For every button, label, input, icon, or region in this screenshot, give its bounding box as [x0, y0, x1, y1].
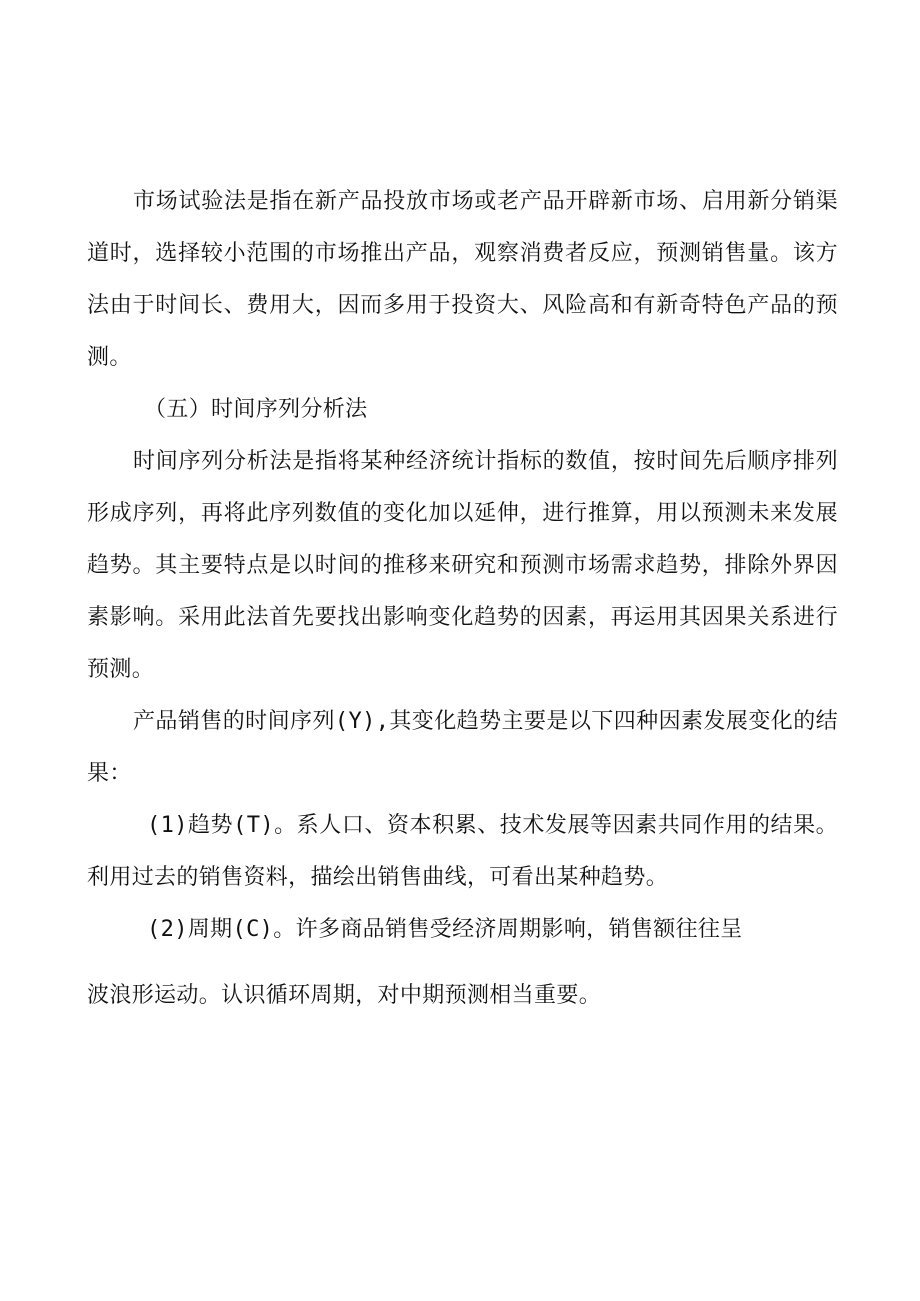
- paragraph-time-series-definition: 时间序列分析法是指将某种经济统计指标的数值，按时间先后顺序排列形成序列，再将此序列数值的变化加以延伸，进行推算，用以预测未来发展趋势。其主要特点是以时间的推移来研究和预测市场需求趋势，排除外界因素影响。采用此法首先要找出影响变化趋势的因素，再运用其因果关系进行预测。: [87, 449, 838, 682]
- document-body: [87, 176, 838, 1022]
- list-item-cycle-continuation: 波浪形运动。认识循环周期，对中期预测相当重要。: [87, 983, 602, 1008]
- paragraph-market-test: 市场试验法是指在新产品投放市场或老产品开辟新市场、启用新分销渠道时，选择较小范围的市场推出产品，观察消费者反应，预测销售量。该方法由于时间长、费用大，因而多用于投资大、风险高和有新奇特色产品的预测。: [87, 189, 838, 370]
- paragraph-sales-time-series: 产品销售的时间序列(Y),其变化趋势主要是以下四种因素发展变化的结果：: [87, 709, 838, 786]
- section-heading-time-series: （五）时间序列分析法: [144, 397, 368, 422]
- list-item-cycle: (2)周期(C)。许多商品销售受经济周期影响，销售额往往呈: [147, 917, 743, 942]
- list-item-trend: (1)趋势(T)。系人口、资本积累、技术发展等因素共同作用的结果。利用过去的销售资料，描绘出销售曲线，可看出某种趋势。: [87, 813, 838, 890]
